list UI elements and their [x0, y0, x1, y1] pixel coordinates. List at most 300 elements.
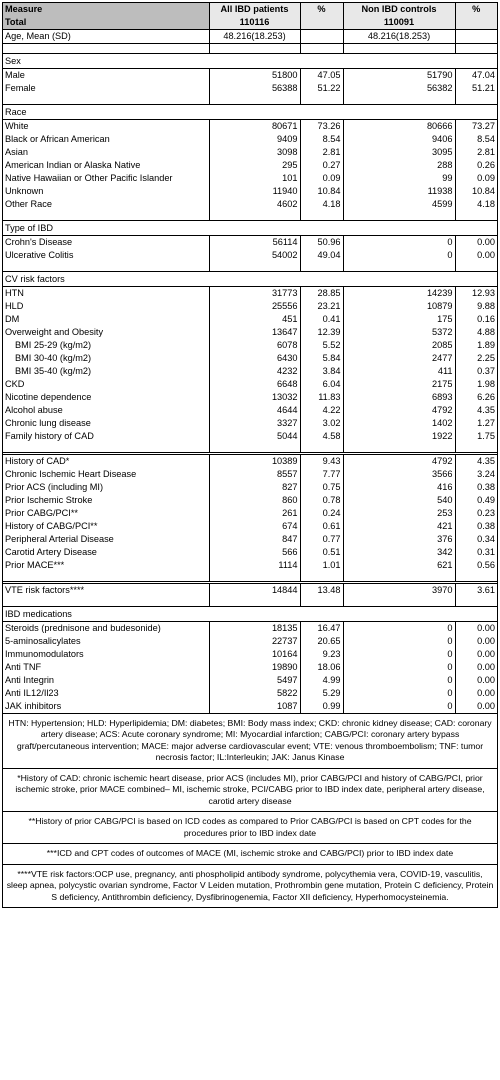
control-percent: 73.27 [455, 120, 497, 134]
row-label: History of CABG/PCI** [5, 521, 98, 532]
row-label: Female [5, 83, 36, 94]
control-percent: 8.54 [455, 133, 497, 146]
ibd-count: 6430 [209, 352, 300, 365]
ibd-percent: 4.22 [300, 404, 343, 417]
table-row [3, 326, 497, 339]
spacer-cell [3, 597, 209, 607]
header-ibd-patients: All IBD patients [209, 3, 300, 16]
ibd-count: 25556 [209, 300, 300, 313]
row-label: DM [5, 314, 20, 325]
control-percent: 4.35 [455, 404, 497, 417]
section-header-row [3, 221, 497, 236]
ibd-percent: 10.84 [300, 185, 343, 198]
control-percent: 0.16 [455, 313, 497, 326]
spacer-cell [455, 597, 497, 607]
table-row [3, 133, 497, 146]
spacer-row [3, 443, 497, 454]
control-count: 14239 [343, 287, 455, 301]
control-percent: 0.38 [455, 481, 497, 494]
spacer-cell [455, 443, 497, 454]
control-count: 5372 [343, 326, 455, 339]
ibd-percent: 6.04 [300, 378, 343, 391]
control-count: 421 [343, 520, 455, 533]
spacer-cell [455, 44, 497, 54]
ibd-percent: 47.05 [300, 69, 343, 83]
ibd-count: 51800 [209, 69, 300, 83]
control-percent: 0.00 [455, 674, 497, 687]
spacer-cell [209, 443, 300, 454]
control-percent: 0.31 [455, 546, 497, 559]
section-title: CV risk factors [3, 272, 497, 287]
ibd-percent: 0.41 [300, 313, 343, 326]
row-label: Family history of CAD [5, 431, 94, 442]
table-row [3, 648, 497, 661]
total-ibd: 110116 [209, 16, 300, 30]
control-percent: 9.88 [455, 300, 497, 313]
spacer-cell [343, 44, 455, 54]
control-count: 51790 [343, 69, 455, 83]
row-label: Chronic lung disease [5, 418, 91, 429]
control-count: 2175 [343, 378, 455, 391]
control-percent: 0.00 [455, 700, 497, 713]
table-row [3, 507, 497, 520]
table-row [3, 146, 497, 159]
control-count: 0 [343, 700, 455, 713]
spacer-row [3, 211, 497, 221]
control-count: 0 [343, 622, 455, 636]
age-ibd: 48.216(18.253) [209, 30, 300, 44]
ibd-count: 3327 [209, 417, 300, 430]
table-row [3, 352, 497, 365]
row-label: History of CAD* [3, 454, 209, 469]
header-measure: Measure [3, 3, 209, 16]
table-row [3, 313, 497, 326]
row-label: VTE risk factors**** [3, 583, 209, 598]
control-percent: 47.04 [455, 69, 497, 83]
ibd-count: 261 [209, 507, 300, 520]
control-count: 0 [343, 249, 455, 262]
control-count: 411 [343, 365, 455, 378]
spacer-cell [343, 95, 455, 105]
section-header-row [3, 607, 497, 622]
table-row [3, 661, 497, 674]
ibd-percent: 9.23 [300, 648, 343, 661]
control-count: 80666 [343, 120, 455, 134]
ibd-percent: 0.77 [300, 533, 343, 546]
ibd-percent: 20.65 [300, 635, 343, 648]
table-row [3, 533, 497, 546]
ibd-percent: 3.02 [300, 417, 343, 430]
control-count: 3566 [343, 468, 455, 481]
table-row [3, 635, 497, 648]
control-count: 56382 [343, 82, 455, 95]
total-row [3, 16, 497, 30]
row-label: Immunomodulators [5, 649, 84, 660]
ibd-percent: 0.75 [300, 481, 343, 494]
ibd-percent: 28.85 [300, 287, 343, 301]
ibd-count: 827 [209, 481, 300, 494]
table-row [3, 546, 497, 559]
control-count: 0 [343, 236, 455, 250]
ibd-percent: 5.52 [300, 339, 343, 352]
row-label: JAK inhibitors [5, 701, 62, 712]
row-label: Asian [5, 147, 28, 158]
ibd-count: 10389 [209, 454, 300, 469]
control-count: 4792 [343, 454, 455, 469]
age-row [3, 30, 497, 44]
table-row [3, 454, 497, 469]
ibd-percent: 0.09 [300, 172, 343, 185]
row-label: Prior CABG/PCI** [5, 508, 79, 519]
table-row [3, 185, 497, 198]
control-percent: 4.18 [455, 198, 497, 211]
control-count: 621 [343, 559, 455, 572]
spacer-cell [209, 44, 300, 54]
row-label: American Indian or Alaska Native [5, 160, 141, 171]
table-row [3, 300, 497, 313]
row-label: Overweight and Obesity [5, 327, 104, 338]
ibd-count: 54002 [209, 249, 300, 262]
control-percent: 6.26 [455, 391, 497, 404]
table-row [3, 249, 497, 262]
spacer-row [3, 597, 497, 607]
spacer-cell [209, 597, 300, 607]
control-percent: 0.26 [455, 159, 497, 172]
table-row [3, 404, 497, 417]
age-ibd-percent [300, 30, 343, 44]
spacer-row [3, 262, 497, 272]
row-label: Black or African American [5, 134, 110, 145]
ibd-percent: 0.61 [300, 520, 343, 533]
spacer-cell [343, 262, 455, 272]
control-percent: 0.00 [455, 661, 497, 674]
ibd-percent: 50.96 [300, 236, 343, 250]
row-label: BMI 35-40 (kg/m2) [15, 366, 92, 377]
control-count: 0 [343, 687, 455, 700]
spacer-cell [300, 44, 343, 54]
table-row [3, 69, 497, 83]
spacer-row [3, 44, 497, 54]
control-count: 11938 [343, 185, 455, 198]
age-label: Age, Mean (SD) [3, 30, 209, 44]
ibd-percent: 2.81 [300, 146, 343, 159]
spacer-cell [343, 443, 455, 454]
section-title: Sex [3, 54, 497, 69]
control-count: 0 [343, 661, 455, 674]
control-count: 0 [343, 674, 455, 687]
row-label: Prior MACE*** [5, 560, 65, 571]
section-title: Race [3, 105, 497, 120]
table-row [3, 700, 497, 713]
ibd-count: 9409 [209, 133, 300, 146]
control-percent: 10.84 [455, 185, 497, 198]
table-row [3, 365, 497, 378]
control-count: 1402 [343, 417, 455, 430]
spacer-cell [3, 44, 209, 54]
section-title: Type of IBD [3, 221, 497, 236]
ibd-count: 6648 [209, 378, 300, 391]
ibd-count: 56114 [209, 236, 300, 250]
control-count: 3095 [343, 146, 455, 159]
section-header-row [3, 54, 497, 69]
ibd-percent: 13.48 [300, 583, 343, 598]
row-label: Nicotine dependence [5, 392, 92, 403]
control-count: 342 [343, 546, 455, 559]
spacer-row [3, 572, 497, 583]
control-percent: 0.34 [455, 533, 497, 546]
spacer-cell [455, 211, 497, 221]
table-row [3, 120, 497, 134]
ibd-percent: 0.27 [300, 159, 343, 172]
control-count: 2085 [343, 339, 455, 352]
ibd-percent: 7.77 [300, 468, 343, 481]
footnote-cad-history: *History of CAD: chronic ischemic heart disease, prior ACS (includes MI), prior CABG/PCI and history of CABG/PCI, prior ischemic stroke, prior MACE combined– MI, ischemic stroke, PCI/CABG prior to IBD index date, peripheral artery disease, carotid artery disease [3, 769, 497, 812]
age-controls-percent [455, 30, 497, 44]
spacer-cell [455, 95, 497, 105]
total-ibd-percent [300, 16, 343, 30]
ibd-percent: 5.29 [300, 687, 343, 700]
spacer-cell [300, 95, 343, 105]
ibd-count: 31773 [209, 287, 300, 301]
table-row [3, 674, 497, 687]
ibd-percent: 73.26 [300, 120, 343, 134]
table-row [3, 287, 497, 301]
spacer-cell [300, 211, 343, 221]
control-percent: 51.21 [455, 82, 497, 95]
ibd-percent: 4.99 [300, 674, 343, 687]
control-count: 175 [343, 313, 455, 326]
row-label: White [5, 121, 29, 132]
table-row [3, 391, 497, 404]
control-percent: 4.35 [455, 454, 497, 469]
control-percent: 0.00 [455, 249, 497, 262]
ibd-count: 13647 [209, 326, 300, 339]
control-count: 0 [343, 648, 455, 661]
ibd-count: 5822 [209, 687, 300, 700]
ibd-count: 11940 [209, 185, 300, 198]
control-percent: 0.38 [455, 520, 497, 533]
control-percent: 1.75 [455, 430, 497, 443]
header-controls-percent: % [455, 3, 497, 16]
control-percent: 12.93 [455, 287, 497, 301]
footnote-mace: ***ICD and CPT codes of outcomes of MACE (MI, ischemic stroke and CABG/PCI) prior to IBD index date [3, 844, 497, 864]
spacer-cell [3, 95, 209, 105]
control-count: 288 [343, 159, 455, 172]
control-count: 6893 [343, 391, 455, 404]
control-percent: 2.81 [455, 146, 497, 159]
control-percent: 0.00 [455, 236, 497, 250]
row-label: Steroids (prednisone and budesonide) [5, 623, 161, 634]
control-count: 416 [343, 481, 455, 494]
ibd-percent: 51.22 [300, 82, 343, 95]
footnote-abbreviations: HTN: Hypertension; HLD: Hyperlipidemia; DM: diabetes; BMI: Body mass index; CKD: chronic kidney disease; CAD: coronary artery disease; ACS: Acute coronary syndrome; MI: Myocardial infarction; CABG/PCI: coronary artery bypass graft/percutaneous intervention; MACE: major adverse cardiovascular event; VTE: venous thromboembolism; TNF: tumor necrosis factor; IL:Interleukin; JAK: Janus Kinase [3, 714, 497, 769]
table-row [3, 172, 497, 185]
footnote-cabg-pci: **History of prior CABG/PCI is based on ICD codes as compared to Prior CABG/PCI is based on CPT codes for the procedures prior to IBD index date [3, 812, 497, 844]
control-percent: 0.23 [455, 507, 497, 520]
control-count: 376 [343, 533, 455, 546]
control-count: 10879 [343, 300, 455, 313]
control-count: 4599 [343, 198, 455, 211]
row-label: BMI 25-29 (kg/m2) [15, 340, 92, 351]
ibd-count: 566 [209, 546, 300, 559]
age-controls: 48.216(18.253) [343, 30, 455, 44]
ibd-count: 80671 [209, 120, 300, 134]
table-row [3, 468, 497, 481]
ibd-count: 22737 [209, 635, 300, 648]
ibd-count: 5497 [209, 674, 300, 687]
ibd-count: 1087 [209, 700, 300, 713]
control-count: 0 [343, 635, 455, 648]
ibd-count: 10164 [209, 648, 300, 661]
control-percent: 0.00 [455, 648, 497, 661]
spacer-cell [3, 262, 209, 272]
ibd-count: 847 [209, 533, 300, 546]
ibd-percent: 9.43 [300, 454, 343, 469]
control-percent: 1.27 [455, 417, 497, 430]
row-label: Prior ACS (including MI) [5, 482, 104, 493]
spacer-cell [300, 597, 343, 607]
ibd-count: 19890 [209, 661, 300, 674]
spacer-cell [209, 95, 300, 105]
row-label: Carotid Artery Disease [5, 547, 97, 558]
row-label: Alcohol abuse [5, 405, 63, 416]
ibd-count: 101 [209, 172, 300, 185]
table-row [3, 430, 497, 443]
ibd-percent: 23.21 [300, 300, 343, 313]
ibd-count: 5044 [209, 430, 300, 443]
table-row [3, 622, 497, 636]
spacer-cell [209, 572, 300, 583]
table-row [3, 520, 497, 533]
ibd-count: 8557 [209, 468, 300, 481]
control-percent: 0.00 [455, 622, 497, 636]
ibd-count: 451 [209, 313, 300, 326]
control-percent: 0.37 [455, 365, 497, 378]
baseline-characteristics-table [3, 3, 497, 713]
row-label: Unknown [5, 186, 44, 197]
ibd-count: 4232 [209, 365, 300, 378]
control-count: 9406 [343, 133, 455, 146]
ibd-count: 18135 [209, 622, 300, 636]
control-percent: 0.00 [455, 687, 497, 700]
row-label: CKD [5, 379, 25, 390]
control-count: 3970 [343, 583, 455, 598]
table-row [3, 82, 497, 95]
spacer-cell [343, 211, 455, 221]
ibd-count: 674 [209, 520, 300, 533]
row-label: Prior Ischemic Stroke [5, 495, 93, 506]
control-percent: 3.24 [455, 468, 497, 481]
ibd-percent: 3.84 [300, 365, 343, 378]
spacer-cell [300, 262, 343, 272]
row-label: BMI 30-40 (kg/m2) [15, 353, 92, 364]
ibd-count: 6078 [209, 339, 300, 352]
spacer-cell [300, 572, 343, 583]
spacer-cell [300, 443, 343, 454]
table-row [3, 583, 497, 598]
ibd-percent: 0.99 [300, 700, 343, 713]
row-label: Male [5, 70, 25, 81]
ibd-count: 56388 [209, 82, 300, 95]
row-label: Ulcerative Colitis [5, 250, 74, 261]
header-ibd-percent: % [300, 3, 343, 16]
footnote-vte: ****VTE risk factors:OCP use, pregnancy, anti phospholipid antibody syndrome, polycythemia vera, COVID-19, vasculitis, sleep apnea, polycystic ovarian syndrome, Factor V Leiden mutation, Prothrombin gene mutation, Protein C deficiency, Protein S deficiency, Antithrombin deficiency, Dysfibrinogenemia, Factor XII deficiency, Hyperhomocysteinemia. [6, 868, 494, 902]
section-header-row [3, 105, 497, 120]
table-row [3, 236, 497, 250]
table-row [3, 559, 497, 572]
row-label: Anti TNF [5, 662, 42, 673]
ibd-percent: 49.04 [300, 249, 343, 262]
ibd-percent: 16.47 [300, 622, 343, 636]
ibd-count: 4602 [209, 198, 300, 211]
ibd-percent: 0.51 [300, 546, 343, 559]
ibd-percent: 18.06 [300, 661, 343, 674]
table-row [3, 159, 497, 172]
spacer-cell [343, 597, 455, 607]
total-controls: 110091 [343, 16, 455, 30]
control-percent: 1.89 [455, 339, 497, 352]
ibd-percent: 12.39 [300, 326, 343, 339]
total-label: Total [3, 16, 209, 30]
row-label: Peripheral Arterial Disease [5, 534, 114, 545]
table-row [3, 494, 497, 507]
row-label: Native Hawaiian or Other Pacific Islander [5, 173, 173, 184]
total-controls-percent [455, 16, 497, 30]
table-row [3, 687, 497, 700]
ibd-count: 13032 [209, 391, 300, 404]
control-percent: 0.56 [455, 559, 497, 572]
table-row [3, 198, 497, 211]
ibd-percent: 0.78 [300, 494, 343, 507]
spacer-cell [209, 211, 300, 221]
control-count: 99 [343, 172, 455, 185]
header-controls: Non IBD controls [343, 3, 455, 16]
control-count: 253 [343, 507, 455, 520]
section-title: IBD medications [3, 607, 497, 622]
control-count: 1922 [343, 430, 455, 443]
section-header-row [3, 272, 497, 287]
table-row [3, 417, 497, 430]
control-percent: 0.09 [455, 172, 497, 185]
control-percent: 4.88 [455, 326, 497, 339]
control-percent: 0.00 [455, 635, 497, 648]
ibd-count: 860 [209, 494, 300, 507]
ibd-percent: 4.58 [300, 430, 343, 443]
table-row [3, 481, 497, 494]
control-count: 4792 [343, 404, 455, 417]
spacer-cell [343, 572, 455, 583]
ibd-percent: 0.24 [300, 507, 343, 520]
control-percent: 1.98 [455, 378, 497, 391]
spacer-cell [455, 262, 497, 272]
ibd-percent: 4.18 [300, 198, 343, 211]
baseline-characteristics-document [2, 2, 498, 908]
spacer-cell [3, 211, 209, 221]
spacer-cell [209, 262, 300, 272]
ibd-count: 3098 [209, 146, 300, 159]
ibd-percent: 8.54 [300, 133, 343, 146]
table-row [3, 339, 497, 352]
ibd-percent: 1.01 [300, 559, 343, 572]
ibd-percent: 5.84 [300, 352, 343, 365]
control-count: 2477 [343, 352, 455, 365]
ibd-count: 1114 [209, 559, 300, 572]
row-label: Anti IL12/Il23 [5, 688, 59, 699]
ibd-count: 14844 [209, 583, 300, 598]
spacer-cell [3, 443, 209, 454]
ibd-count: 295 [209, 159, 300, 172]
ibd-count: 4644 [209, 404, 300, 417]
